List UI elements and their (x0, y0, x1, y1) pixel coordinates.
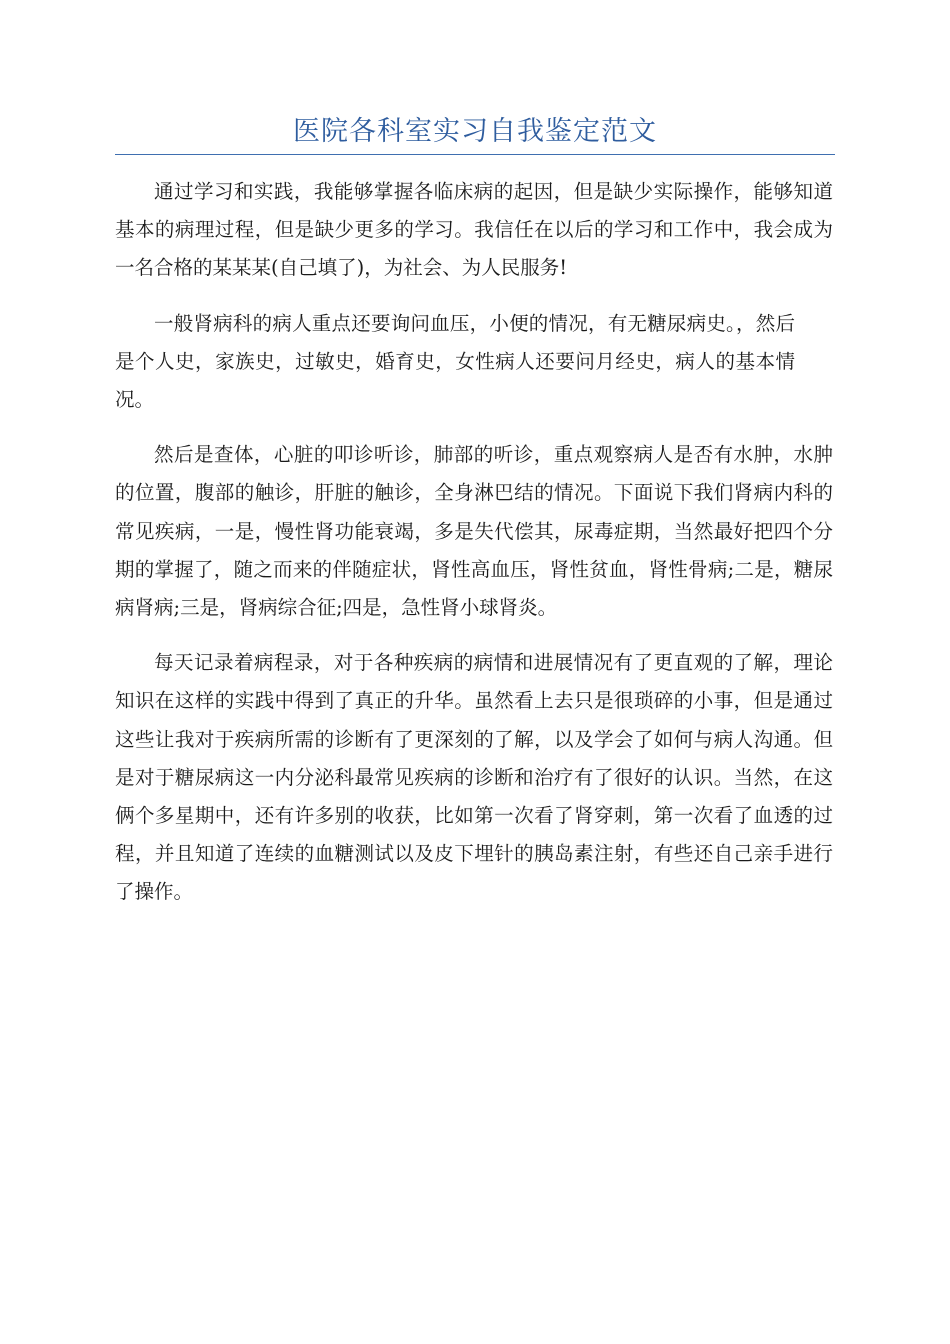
paragraph-4: 每天记录着病程录，对于各种疾病的病情和进展情况有了更直观的了解，理论知识在这样的实践中得到了真正的升华。虽然看上去只是很琐碎的小事，但是通过这些让我对于疾病所需的诊断有了更深刻的了解，以及学会了如何与病人沟通。但是对于糖尿病这一内分泌科最常见疾病的诊断和治疗有了很好的认识。当然，在这俩个多星期中，还有许多别的收获，比如第一次看了肾穿刺，第一次看了血透的过程，并且知道了连续的血糖测试以及皮下埋针的胰岛素注射，有些还自己亲手进行了操作。 (115, 651, 833, 904)
document-body (115, 173, 833, 929)
document-title: 医院各科室实习自我鉴定范文 (293, 116, 657, 147)
title-block (115, 112, 835, 155)
paragraph-2: 一般肾病科的病人重点还要询问血压，小便的情况，有无糖尿病史。，然后是个人史，家族史，过敏史，婚育史，女性病人还要问月经史，病人的基本情况。 (115, 311, 795, 412)
paragraph-1: 通过学习和实践，我能够掌握各临床病的起因，但是缺少实际操作，能够知道基本的病理过程，但是缺少更多的学习。我信任在以后的学习和工作中，我会成为一名合格的某某某(自己填了)，为社会、为人民服务! (115, 180, 833, 280)
paragraph-3: 然后是查体，心脏的叩诊听诊，肺部的听诊，重点观察病人是否有水肿，水肿的位置，腹部的触诊，肝脏的触诊，全身淋巴结的情况。下面说下我们肾病内科的常见疾病，一是，慢性肾功能衰竭，多是失代偿其，尿毒症期，当然最好把四个分期的掌握了，随之而来的伴随症状，肾性高血压，肾性贫血，肾性骨病;二是，糖尿病肾病;三是，肾病综合征;四是，急性肾小球肾炎。 (115, 443, 833, 620)
